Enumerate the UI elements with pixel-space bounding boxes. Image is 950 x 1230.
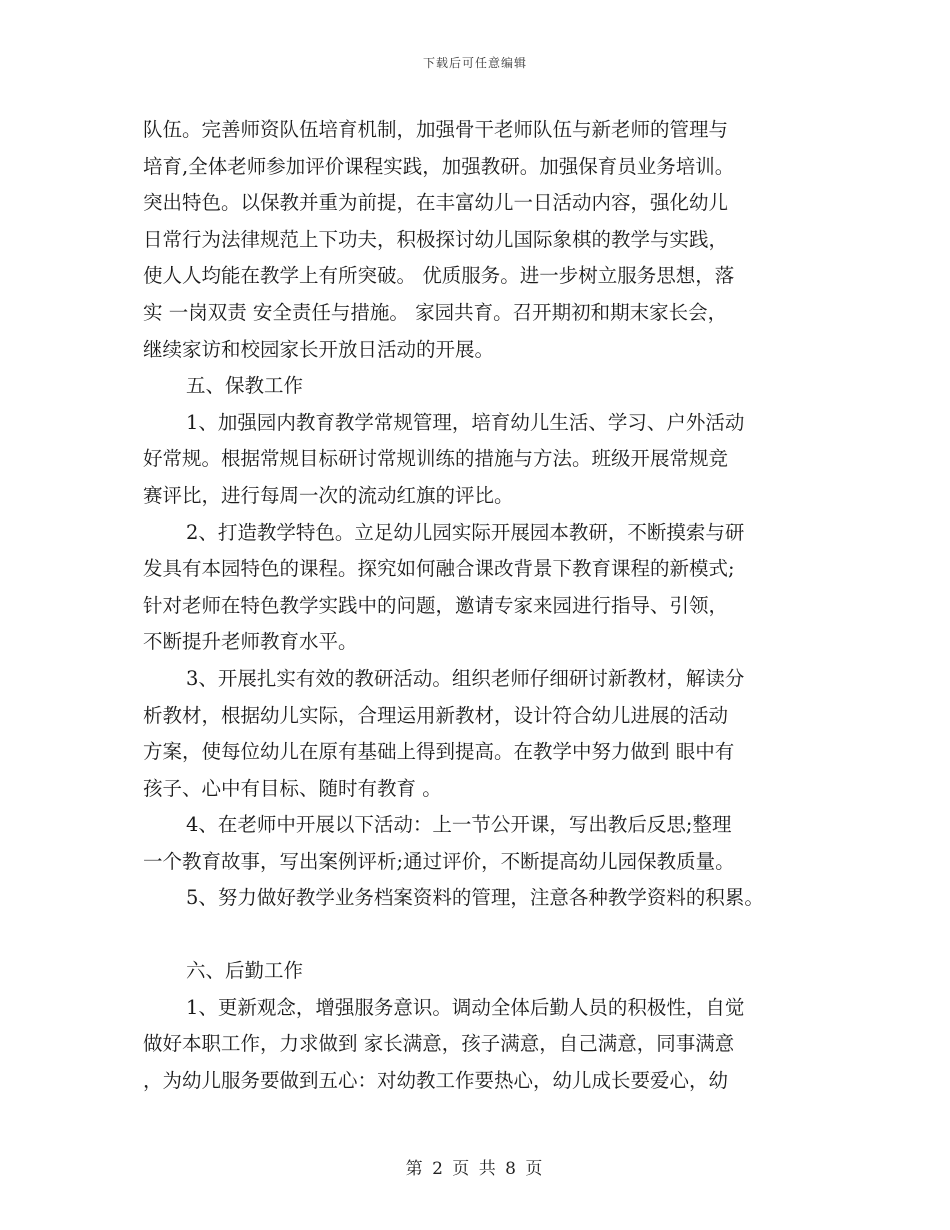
text-line: ，为幼儿服务要做到五心：对幼教工作要热心，幼儿成长要爱心，幼	[143, 1068, 729, 1092]
paragraph-start: 4、在老师中开展以下活动：上一节公开课，写出教后反思;整理	[186, 813, 732, 837]
page-header: 下载后可任意编辑	[422, 56, 527, 70]
text-line: 使人人均能在教学上有所突破。 优质服务。进一步树立服务思想，落	[143, 264, 735, 288]
text-line: 针对老师在特色教学实践中的问题，邀请专家来园进行指导、引领，	[143, 593, 729, 617]
text-line: 突出特色。以保教并重为前提，在丰富幼儿一日活动内容，强化幼儿	[143, 191, 729, 215]
paragraph-start: 1、加强园内教育教学常规管理，培育幼儿生活、学习、户外活动	[186, 410, 745, 434]
text-line: 方案，使每位幼儿在原有基础上得到提高。在教学中努力做到 眼中有	[143, 740, 735, 764]
text-line: 实 一岗双责 安全责任与措施。 家园共育。召开期初和期末家长会，	[143, 300, 728, 324]
text-line: 一个教育故事，写出案例评析;通过评价，不断提高幼儿园保教质量。	[143, 849, 735, 873]
text-line: 好常规。根据常规目标研讨常规训练的措施与方法。班级开展常规竞	[143, 447, 729, 471]
section-heading: 五、保教工作	[186, 374, 304, 398]
text-line: 发具有本园特色的课程。探究如何融合课改背景下教育课程的新模式;	[143, 557, 735, 581]
paragraph-start: 5、努力做好教学业务档案资料的管理，注意各种教学资料的积累。	[186, 886, 764, 910]
page-footer: 第 2 页 共 8 页	[405, 1159, 545, 1179]
section-heading: 六、后勤工作	[186, 959, 304, 983]
paragraph-start: 2、打造教学特色。立足幼儿园实际开展园本教研，不断摸索与研	[186, 520, 745, 544]
paragraph-start: 1、更新观念，增强服务意识。调动全体后勤人员的积极性，自觉	[186, 995, 745, 1019]
text-line: 析教材，根据幼儿实际，合理运用新教材，设计符合幼儿进展的活动	[143, 703, 729, 727]
text-line: 日常行为法律规范上下功夫，积极探讨幼儿国际象棋的教学与实践，	[143, 227, 729, 251]
text-line: 做好本职工作，力求做到 家长满意，孩子满意，自己满意，同事满意	[143, 1032, 735, 1056]
paragraph-gap	[143, 917, 823, 953]
text-line: 培育,全体老师参加评价课程实践，加强教研。加强保育员业务培训。	[143, 154, 735, 178]
paragraph-start: 3、开展扎实有效的教研活动。组织老师仔细研讨新教材，解读分	[186, 666, 745, 690]
text-line: 不断提升老师教育水平。	[143, 630, 358, 654]
text-line: 孩子、心中有目标、随时有教育 。	[143, 776, 442, 800]
text-line: 继续家访和校园家长开放日活动的开展。	[143, 337, 495, 361]
text-line: 队伍。完善师资队伍培育机制，加强骨干老师队伍与新老师的管理与	[143, 118, 729, 141]
text-line: 赛评比，进行每周一次的流动红旗的评比。	[143, 483, 514, 507]
document-body	[143, 112, 823, 1099]
